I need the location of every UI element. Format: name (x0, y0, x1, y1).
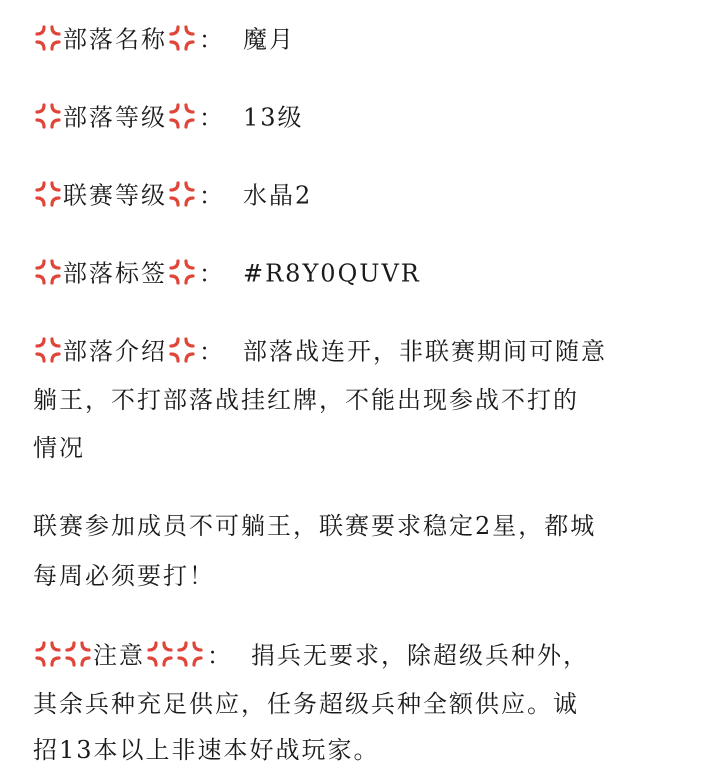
anger-symbol-icon (167, 335, 197, 365)
clan-tag-value: #R8Y0QUVR (243, 259, 421, 288)
league-level-row (33, 174, 690, 216)
anger-symbol-icon (33, 257, 63, 287)
anger-symbol-icon (33, 335, 63, 365)
clan-level-row (33, 96, 690, 138)
colon: ： (199, 337, 225, 366)
colon: ： (199, 181, 225, 210)
clan-intro-label: 部落介绍 (63, 337, 167, 366)
clan-name-label: 部落名称 (63, 25, 167, 54)
clan-intro-text: 部落战连开，非联赛期间可随意 (243, 337, 607, 366)
league-rules-line: 每周必须要打！ (33, 562, 215, 590)
anger-symbol-icon (167, 257, 197, 287)
colon: ： (199, 103, 225, 132)
clan-level-value: 13级 (243, 103, 304, 132)
clan-intro-line: 躺王，不打部落战挂红牌，不能出现参战不打的 (33, 386, 579, 414)
notice-line: 招13本以上非速本好战玩家。 (33, 736, 380, 764)
clan-tag-label: 部落标签 (63, 259, 167, 288)
league-level-label: 联赛等级 (63, 181, 167, 210)
anger-symbol-icon (167, 179, 197, 209)
anger-symbol-icon (145, 639, 175, 669)
league-level-value: 水晶2 (243, 181, 313, 210)
clan-tag-row (33, 252, 690, 294)
anger-symbol-icon (167, 23, 197, 53)
notice-label: 注意 (93, 641, 145, 670)
notice-text: 捐兵无要求，除超级兵种外， (251, 641, 589, 670)
colon: ： (199, 259, 225, 288)
clan-intro-line: 情况 (33, 434, 85, 462)
clan-name-row (33, 18, 690, 60)
anger-symbol-icon (33, 101, 63, 131)
anger-symbol-icon (33, 639, 63, 669)
anger-symbol-icon (33, 179, 63, 209)
clan-name-value: 魔月 (243, 25, 295, 54)
anger-symbol-icon (33, 23, 63, 53)
clan-intro-row (33, 330, 690, 372)
anger-symbol-icon (167, 101, 197, 131)
colon: ： (199, 25, 225, 54)
league-rules-line: 联赛参加成员不可躺王，联赛要求稳定2星，都城 (33, 512, 597, 540)
notice-row (33, 634, 690, 676)
anger-symbol-icon (63, 639, 93, 669)
colon: ： (207, 641, 233, 670)
clan-level-label: 部落等级 (63, 103, 167, 132)
anger-symbol-icon (175, 639, 205, 669)
notice-line: 其余兵种充足供应，任务超级兵种全额供应。诚 (33, 690, 579, 718)
